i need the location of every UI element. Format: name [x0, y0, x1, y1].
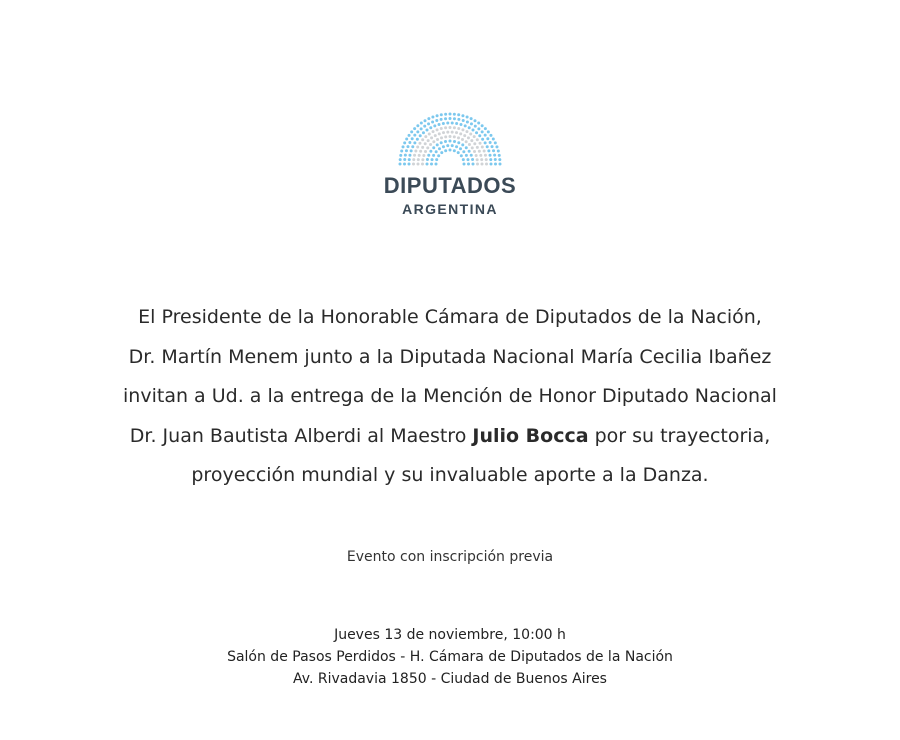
logo-dot [432, 154, 435, 157]
logo-dot [430, 163, 433, 166]
logo-dot [444, 149, 447, 152]
logo-dot [489, 134, 492, 137]
logo-dot [444, 135, 447, 138]
logo-dot [478, 150, 481, 153]
logo-dot [424, 150, 427, 153]
logo-dot [416, 146, 419, 149]
logo-dot [418, 142, 421, 145]
logo-dot [474, 119, 477, 122]
invitation-text [60, 298, 840, 496]
logo-dot [421, 146, 424, 149]
logo-dot [480, 158, 483, 161]
logo-country: ARGENTINA [402, 201, 498, 217]
logo-dot [405, 138, 408, 141]
logo-dot [457, 136, 460, 139]
logo-dot [413, 134, 416, 137]
logo-dot [412, 163, 415, 166]
logo-dot [408, 141, 411, 144]
hemicycle-icon [395, 112, 505, 166]
logo-dot [423, 125, 426, 128]
logo-dot [476, 158, 479, 161]
logo-dot [479, 142, 482, 145]
logo-dot [481, 163, 484, 166]
logo-dot [460, 154, 463, 157]
logo-dot [435, 163, 438, 166]
logo-name: DIPUTADOS [383, 173, 517, 198]
logo-dot [469, 132, 472, 135]
logo-dot [424, 135, 427, 138]
logo-dot [414, 150, 417, 153]
logo-dot [420, 127, 423, 130]
logo-dot [473, 135, 476, 138]
logo-dot [403, 141, 406, 144]
logo-dot [467, 163, 470, 166]
logo-dot [468, 126, 471, 129]
logo-dot [432, 130, 435, 133]
logo-dot [431, 116, 434, 119]
logo-dot [462, 150, 465, 153]
logo-dot [424, 119, 427, 122]
invitation-line-1: El Presidente de la Honorable Cámara de Diputados de la Nación, [138, 306, 762, 328]
logo-dot [440, 118, 443, 121]
logo-dot [457, 118, 460, 121]
logo-dot [451, 122, 454, 125]
logo-dot [435, 119, 438, 122]
logo-dot [453, 117, 456, 120]
logo-dot [494, 158, 497, 161]
logo-dot [432, 146, 435, 149]
logo-dot [422, 154, 425, 157]
logo-dot [455, 145, 458, 148]
logo-dot [429, 126, 432, 129]
logo-dot [461, 128, 464, 131]
logo-dot [465, 140, 468, 143]
logo-dot [464, 124, 467, 127]
logo-dot [427, 154, 430, 157]
logo-dot [499, 163, 502, 166]
logo-dot [426, 146, 429, 149]
logo-dot [479, 154, 482, 157]
logo-dot [490, 163, 493, 166]
logo-dot [444, 113, 447, 116]
logo-dot [487, 130, 490, 133]
event-venue: Salón de Pasos Perdidos - H. Cámara de Diputados de la Nación [227, 649, 673, 665]
logo-dot [471, 146, 474, 149]
logo-dot [424, 142, 427, 145]
logo-dot [470, 122, 473, 125]
logo-dot [478, 134, 481, 137]
logo-dot [420, 122, 423, 125]
logo-dot [449, 117, 452, 120]
logo-dot [489, 154, 492, 157]
logo-dot [474, 125, 477, 128]
logo-dot [470, 154, 473, 157]
logo-dot [462, 158, 465, 161]
logo-dot [403, 163, 406, 166]
logo-dot [444, 126, 447, 129]
logo-dot [437, 154, 440, 157]
logo-dot [399, 163, 402, 166]
logo-dot [477, 127, 480, 130]
logo-dot [451, 131, 454, 134]
logo-dot [427, 117, 430, 120]
logo-dot [427, 122, 430, 125]
logo-dot [457, 151, 460, 154]
logo-dot [435, 150, 438, 153]
logo-dot [436, 138, 439, 141]
logo-dot [419, 134, 422, 137]
logo-dot [430, 136, 433, 139]
logo-dot [461, 114, 464, 117]
logo-dot [476, 146, 479, 149]
logo-dot [403, 158, 406, 161]
logo-dot [436, 143, 439, 146]
logo-dot [429, 150, 432, 153]
logo-dot [459, 132, 462, 135]
logo-dot [467, 136, 470, 139]
logo-dot [465, 154, 468, 157]
logo-dot [477, 122, 480, 125]
logo-dot [473, 150, 476, 153]
logo-dot [449, 113, 452, 116]
honoree-name: Julio Bocca [472, 424, 589, 447]
logo-dot [472, 129, 475, 132]
logo-dot [468, 143, 471, 146]
logo-dot [431, 158, 434, 161]
logo-dot [491, 145, 494, 148]
logo-dot [475, 154, 478, 157]
logo-dot [483, 150, 486, 153]
logo-dot [435, 158, 438, 161]
logo-dot [492, 138, 495, 141]
logo-dot [470, 139, 473, 142]
invitation-line-5: proyección mundial y su invaluable aporte a la Danza. [191, 464, 709, 486]
logo-dot [481, 130, 484, 133]
logo-dot [449, 135, 452, 138]
logo-dot [484, 127, 487, 130]
logo-dot [457, 141, 460, 144]
registration-note: Evento con inscripción previa [346, 549, 554, 565]
event-date: Jueves 13 de noviembre, 10:00 h [334, 627, 566, 643]
logo-dot [486, 137, 489, 140]
logo-dot [399, 158, 402, 161]
logo-dot [462, 119, 465, 122]
logo-dot [422, 131, 425, 134]
logo-dot [416, 130, 419, 133]
logo-dot [440, 141, 443, 144]
logo-dot [410, 130, 413, 133]
logo-dot [470, 117, 473, 120]
logo-dot [408, 158, 411, 161]
logo-dot [416, 124, 419, 127]
logo-dot [449, 149, 452, 152]
logo-dot [481, 138, 484, 141]
logo-dot [485, 163, 488, 166]
logo-dot [481, 146, 484, 149]
logo-dot [429, 143, 432, 146]
logo-dot [427, 139, 430, 142]
logo-dot [485, 158, 488, 161]
logo-dot [457, 127, 460, 130]
logo-dot [418, 154, 421, 157]
logo-dot [486, 145, 489, 148]
logo [0, 112, 900, 217]
logo-dot [408, 154, 411, 157]
logo-dot [461, 143, 464, 146]
logo-dot [434, 134, 437, 137]
logo-dot [419, 150, 422, 153]
logo-dot [471, 158, 474, 161]
logo-dot [410, 149, 413, 152]
logo-dot [465, 130, 468, 133]
logo-dot [421, 138, 424, 141]
logo-dot [411, 145, 414, 148]
logo-dot [444, 140, 447, 143]
logo-dot [438, 123, 441, 126]
invitation-line-4 [60, 417, 840, 457]
logo-dot [455, 122, 458, 125]
logo-dot [425, 129, 428, 132]
logo-dot [438, 132, 441, 135]
logo-dot [466, 116, 469, 119]
logo-dot [453, 140, 456, 143]
logo-dot [413, 154, 416, 157]
logo-dot [399, 154, 402, 157]
logo-dot [449, 140, 452, 143]
logo-dot [489, 158, 492, 161]
logo-dot [408, 163, 411, 166]
invitation-line-3: invitan a Ud. a la entrega de la Mención de Honor Diputado Nacional [123, 385, 777, 407]
logo-dot [421, 163, 424, 166]
logo-dot [493, 154, 496, 157]
invitation-line-2: Dr. Martín Menem junto a la Diputada Nacional María Cecilia Ibañez [128, 345, 772, 368]
logo-dot [449, 126, 452, 129]
logo-dot [497, 150, 500, 153]
logo-dot [446, 131, 449, 134]
invitation-line-4-start: Dr. Juan Bautista Alberdi al Maestro [129, 424, 473, 447]
logo-dot [495, 145, 498, 148]
logo-dot [433, 124, 436, 127]
logo-dot [498, 154, 501, 157]
logo-dot [440, 127, 443, 130]
logo-dot [440, 136, 443, 139]
logo-dot [417, 163, 420, 166]
event-details [0, 624, 900, 690]
logo-dot [459, 147, 462, 150]
logo-dot [442, 131, 445, 134]
logo-dot [408, 134, 411, 137]
logo-dot [417, 158, 420, 161]
logo-dot [484, 141, 487, 144]
logo-dot [432, 140, 435, 143]
logo-dot [484, 154, 487, 157]
logo-dot [405, 149, 408, 152]
logo-dot [463, 163, 466, 166]
logo-dot [472, 163, 475, 166]
logo-dot [426, 158, 429, 161]
logo-dot [444, 117, 447, 120]
logo-dot [492, 149, 495, 152]
event-address: Av. Rivadavia 1850 - Ciudad de Buenos Aires [293, 671, 607, 687]
logo-dot [446, 144, 449, 147]
logo-dot [421, 158, 424, 161]
logo-dot [494, 141, 497, 144]
logo-dot [453, 113, 456, 116]
logo-dot [436, 114, 439, 117]
logo-dot [453, 149, 456, 152]
logo-dot [436, 128, 439, 131]
logo-dot [453, 135, 456, 138]
logo-dot [463, 134, 466, 137]
logo-dot [413, 141, 416, 144]
logo-dot [428, 132, 431, 135]
logo-dot [438, 147, 441, 150]
logo-dot [431, 120, 434, 123]
logo-dot [466, 158, 469, 161]
logo-dot [455, 131, 458, 134]
logo-dot [426, 163, 429, 166]
logo-dot [400, 150, 403, 153]
logo-dot [459, 123, 462, 126]
logo-dot [416, 138, 419, 141]
logo-dot [457, 113, 460, 116]
logo-dot [461, 138, 464, 141]
logo-dot [465, 146, 468, 149]
logo-dot [442, 145, 445, 148]
logo-dot [475, 131, 478, 134]
logo-dot [440, 113, 443, 116]
logo-dot [412, 158, 415, 161]
logo-dot [481, 124, 484, 127]
logo-dot [476, 138, 479, 141]
logo-dot [468, 150, 471, 153]
logo-dot [453, 126, 456, 129]
logo-dot [487, 149, 490, 152]
logo-dot [494, 163, 497, 166]
logo-dot [466, 120, 469, 123]
invitation-line-4-end: por su trayectoria, [588, 424, 771, 447]
logo-dot [411, 137, 414, 140]
logo-dot [440, 151, 443, 154]
logo-dot [476, 163, 479, 166]
logo-dot [413, 127, 416, 130]
logo-dot [442, 122, 445, 125]
logo-dot [404, 154, 407, 157]
logo-dot [473, 142, 476, 145]
logo-dot [402, 145, 405, 148]
logo-dot [451, 144, 454, 147]
logo-dot [489, 141, 492, 144]
logo-dot [406, 145, 409, 148]
logo-dot [498, 158, 501, 161]
logo-dot [446, 122, 449, 125]
logo-dot [484, 134, 487, 137]
